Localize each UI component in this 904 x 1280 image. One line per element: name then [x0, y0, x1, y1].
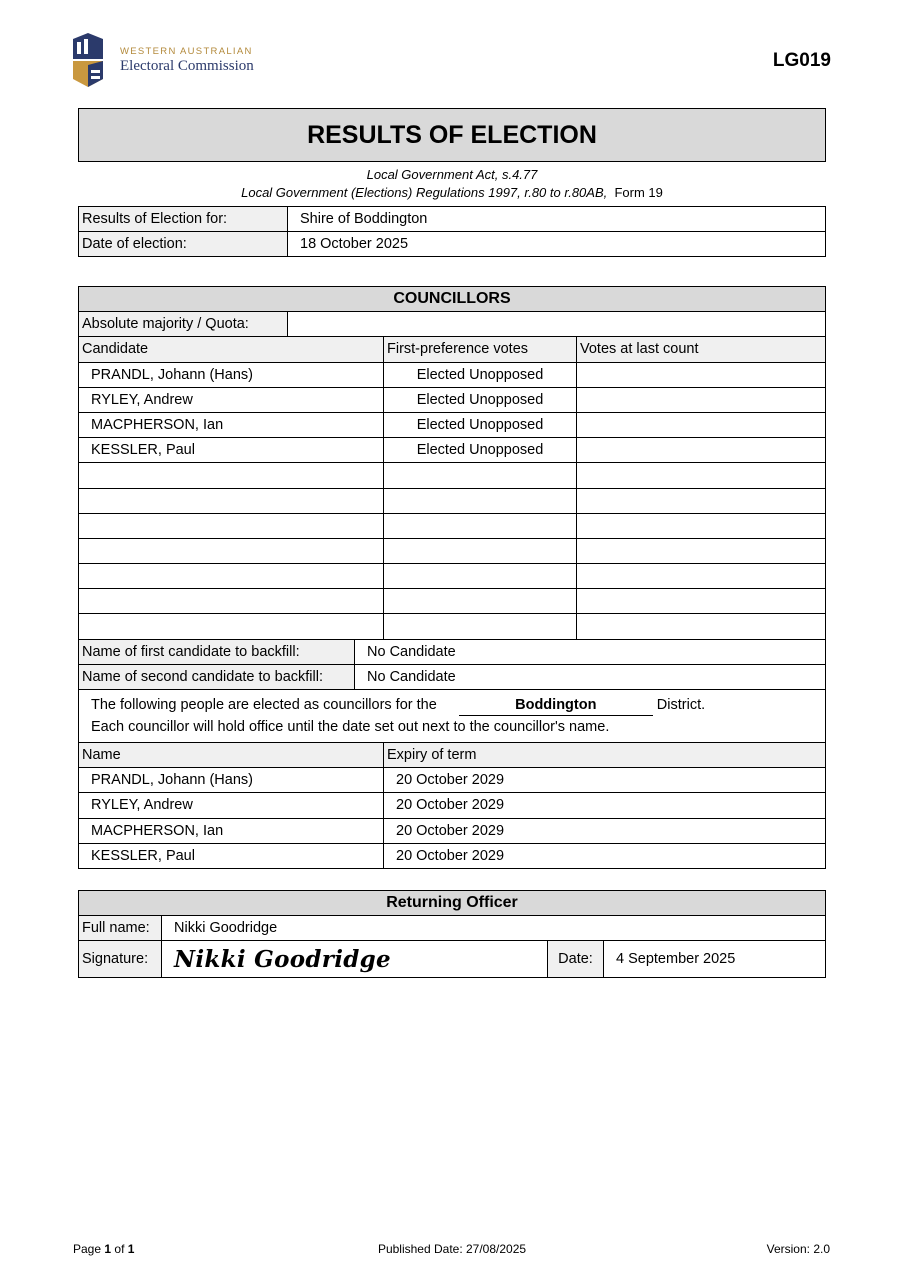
candidate-name	[79, 463, 384, 488]
backfill-second-row	[79, 664, 826, 689]
form-number: Form 19	[614, 185, 663, 200]
votes-at-last-count	[577, 614, 826, 639]
date-value: 4 September 2025	[604, 941, 826, 978]
date-label: Date:	[548, 941, 604, 978]
votes-at-last-count	[577, 463, 826, 488]
backfill-second-label: Name of second candidate to backfill:	[79, 664, 355, 689]
first-preference-votes: Elected Unopposed	[384, 362, 577, 387]
elected-statement-row	[79, 690, 826, 743]
district-name: Boddington	[459, 696, 653, 716]
table-row	[79, 387, 826, 412]
candidate-name: KESSLER, Paul	[79, 438, 384, 463]
table-row	[79, 564, 826, 589]
page-number: Page 1 of 1	[73, 1242, 135, 1256]
office-term-statement: Each councillor will hold office until the date set out next to the councillor's name.	[91, 719, 610, 735]
candidate-name	[79, 564, 384, 589]
term-expiry: 20 October 2029	[384, 843, 826, 868]
backfill-first-row	[79, 639, 826, 664]
returning-officer-heading: Returning Officer	[79, 891, 826, 916]
councillor-name: PRANDL, Johann (Hans)	[79, 768, 384, 793]
waec-logo	[71, 33, 271, 87]
table-row	[79, 589, 826, 614]
officer-name-row	[79, 916, 826, 941]
candidate-name	[79, 488, 384, 513]
councillor-name: RYLEY, Andrew	[79, 793, 384, 818]
col-expiry: Expiry of term	[384, 743, 826, 768]
election-info-table	[78, 206, 826, 257]
logo-text-line1: WESTERN AUSTRALIAN	[120, 46, 253, 57]
term-expiry: 20 October 2029	[384, 768, 826, 793]
votes-at-last-count	[577, 412, 826, 437]
backfill-second-value: No Candidate	[355, 664, 826, 689]
councillor-name: MACPHERSON, Ian	[79, 818, 384, 843]
version: Version: 2.0	[766, 1242, 830, 1256]
table-row	[79, 538, 826, 563]
first-preference-votes	[384, 538, 577, 563]
candidate-name	[79, 614, 384, 639]
table-row	[79, 793, 826, 818]
full-name-value: Nikki Goodridge	[162, 916, 826, 941]
election-for-row	[79, 207, 826, 232]
first-preference-votes	[384, 614, 577, 639]
full-name-label: Full name:	[79, 916, 162, 941]
col-candidate: Candidate	[79, 337, 384, 362]
first-preference-votes: Elected Unopposed	[384, 387, 577, 412]
first-preference-votes	[384, 488, 577, 513]
table-row	[79, 843, 826, 868]
backfill-first-label: Name of first candidate to backfill:	[79, 639, 355, 664]
officer-signature-row	[79, 941, 826, 978]
election-date-value: 18 October 2025	[288, 232, 826, 257]
votes-at-last-count	[577, 538, 826, 563]
elected-statement: The following people are elected as councillors for the Boddington District. Each councillor will hold office until the date set out next to the councillor's name.	[79, 690, 826, 743]
first-preference-votes	[384, 513, 577, 538]
col-name: Name	[79, 743, 384, 768]
col-first-preference: First-preference votes	[384, 337, 577, 362]
election-for-label: Results of Election for:	[79, 207, 288, 232]
quota-row	[79, 312, 826, 337]
councillors-table	[78, 286, 826, 869]
logo-text-line2: Electoral Commission	[120, 58, 254, 74]
votes-at-last-count	[577, 438, 826, 463]
table-row	[79, 513, 826, 538]
candidate-name	[79, 538, 384, 563]
election-date-label: Date of election:	[79, 232, 288, 257]
votes-at-last-count	[577, 488, 826, 513]
quota-value	[288, 312, 826, 337]
table-row	[79, 614, 826, 639]
table-row	[79, 768, 826, 793]
table-row	[79, 438, 826, 463]
returning-officer-table	[78, 890, 826, 978]
act-reference: Local Government Act, s.4.77	[366, 167, 538, 182]
signature-label: Signature:	[79, 941, 162, 978]
candidate-name	[79, 589, 384, 614]
logo-emblem-icon	[71, 33, 105, 87]
form-code: LG019	[772, 50, 831, 71]
results-header-row	[79, 337, 826, 362]
first-preference-votes	[384, 463, 577, 488]
votes-at-last-count	[577, 387, 826, 412]
votes-at-last-count	[577, 513, 826, 538]
councillor-name: KESSLER, Paul	[79, 843, 384, 868]
term-expiry: 20 October 2029	[384, 793, 826, 818]
votes-at-last-count	[577, 589, 826, 614]
term-expiry: 20 October 2029	[384, 818, 826, 843]
election-date-row	[79, 232, 826, 257]
votes-at-last-count	[577, 362, 826, 387]
candidate-name: RYLEY, Andrew	[79, 387, 384, 412]
regulation-reference: Local Government (Elections) Regulations 1997, r.80 to r.80AB, Form 19	[241, 185, 663, 200]
backfill-first-value: No Candidate	[355, 639, 826, 664]
page-title: RESULTS OF ELECTION	[78, 108, 826, 162]
councillors-heading: COUNCILLORS	[79, 287, 826, 312]
votes-at-last-count	[577, 564, 826, 589]
table-row	[79, 818, 826, 843]
table-row	[79, 362, 826, 387]
terms-header-row	[79, 743, 826, 768]
candidate-name: PRANDL, Johann (Hans)	[79, 362, 384, 387]
col-last-count: Votes at last count	[577, 337, 826, 362]
election-for-value: Shire of Boddington	[288, 207, 826, 232]
first-preference-votes	[384, 589, 577, 614]
first-preference-votes: Elected Unopposed	[384, 412, 577, 437]
published-date: Published Date: 27/08/2025	[377, 1242, 527, 1256]
candidate-name	[79, 513, 384, 538]
table-row	[79, 412, 826, 437]
table-row	[79, 463, 826, 488]
first-preference-votes: Elected Unopposed	[384, 438, 577, 463]
first-preference-votes	[384, 564, 577, 589]
candidate-name: MACPHERSON, Ian	[79, 412, 384, 437]
quota-label: Absolute majority / Quota:	[79, 312, 288, 337]
table-row	[79, 488, 826, 513]
signature-image: Nikki Goodridge	[162, 941, 548, 978]
